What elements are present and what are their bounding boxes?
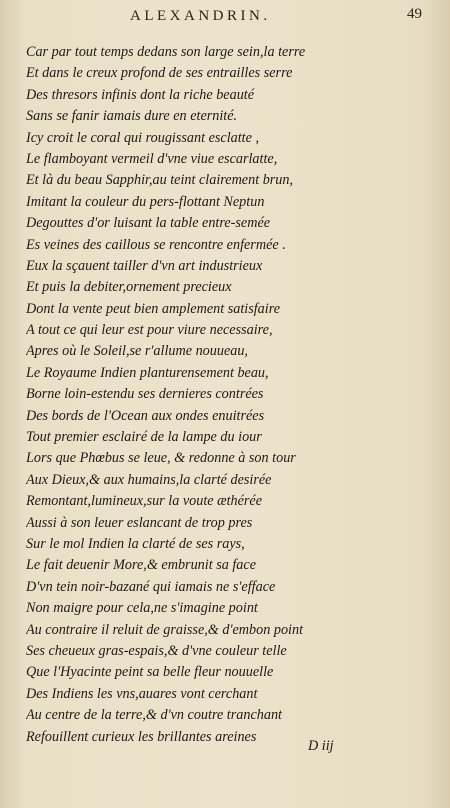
running-title: ALEXANDRIN. bbox=[130, 8, 271, 24]
verse-line: Et là du beau Sapphir,au teint clairement brun, bbox=[26, 172, 294, 189]
verse-line: Aux Dieux,& aux humains,la clarté desirée bbox=[26, 471, 272, 488]
verse-line: Des bords de l'Ocean aux ondes enuitrées bbox=[26, 407, 265, 424]
verse-line: Et puis la debiter,ornement precieux bbox=[26, 279, 232, 296]
verse-line: Lors que Phœbus se leue, & redonne à son tour bbox=[26, 450, 296, 467]
page-header bbox=[0, 6, 450, 28]
verse-line: Tout premier esclairé de la lampe du iour bbox=[26, 429, 262, 446]
verse-line: Au contraire il reluit de graisse,& d'embon point bbox=[26, 621, 304, 638]
verse-line: Sur le mol Indien la clarté de ses rays, bbox=[26, 535, 245, 552]
verse-text bbox=[26, 42, 426, 748]
verse-line: Icy croit le coral qui rougissant esclatte , bbox=[26, 129, 259, 146]
verse-line: Des Indiens les vns,auares vont cerchant bbox=[26, 685, 258, 702]
verse-line: Imitant la couleur du pers-flottant Neptun bbox=[26, 193, 265, 210]
verse-line: Refouillent curieux les brillantes areines bbox=[26, 728, 257, 745]
signature-mark: D iij bbox=[308, 738, 334, 754]
page-number: 49 bbox=[407, 6, 422, 22]
verse-line: Et dans le creux profond de ses entrailles serre bbox=[26, 65, 293, 82]
verse-line: Le fait deuenir More,& embrunit sa face bbox=[26, 557, 256, 574]
verse-line: Remontant,lumineux,sur la voute æthérée bbox=[26, 493, 263, 510]
verse-line: Car par tout temps dedans son large sein,la terre bbox=[26, 44, 306, 60]
verse-line: Apres où le Soleil,se r'allume nouueau, bbox=[26, 343, 248, 360]
verse-line: Degouttes d'or luisant la table entre-semée bbox=[26, 215, 271, 232]
verse-line: A tout ce qui leur est pour viure necessaire, bbox=[26, 322, 273, 339]
verse-line: Le Royaume Indien planturensement beau, bbox=[26, 364, 269, 381]
verse-line: Aussi à son leuer eslancant de trop pres bbox=[26, 514, 253, 531]
verse-line: Le flamboyant vermeil d'vne viue escarlatte, bbox=[26, 150, 278, 167]
verse-line: Eux la sçauent tailler d'vn art industrieux bbox=[26, 257, 263, 274]
verse-line: D'vn tein noir-bazané qui iamais ne s'efface bbox=[26, 578, 276, 595]
verse-line: Des thresors infinis dont la riche beauté bbox=[26, 86, 255, 103]
verse-line: Ses cheueux gras-espais,& d'vne couleur telle bbox=[26, 642, 287, 659]
verse-line: Non maigre pour cela,ne s'imagine point bbox=[26, 600, 258, 617]
verse-line: Es veines des caillous se rencontre enfermée . bbox=[26, 236, 286, 253]
verse-line: Dont la vente peut bien amplement satisfaire bbox=[26, 300, 281, 317]
verse-line: Que l'Hyacinte peint sa belle fleur nouuelle bbox=[26, 664, 274, 681]
verse-line: Sans se fanir iamais dure en eternité. bbox=[26, 108, 238, 125]
verse-line: Au centre de la terre,& d'vn coutre tranchant bbox=[26, 707, 282, 724]
verse-line: Borne loin-estendu ses dernieres contrées bbox=[26, 386, 264, 403]
